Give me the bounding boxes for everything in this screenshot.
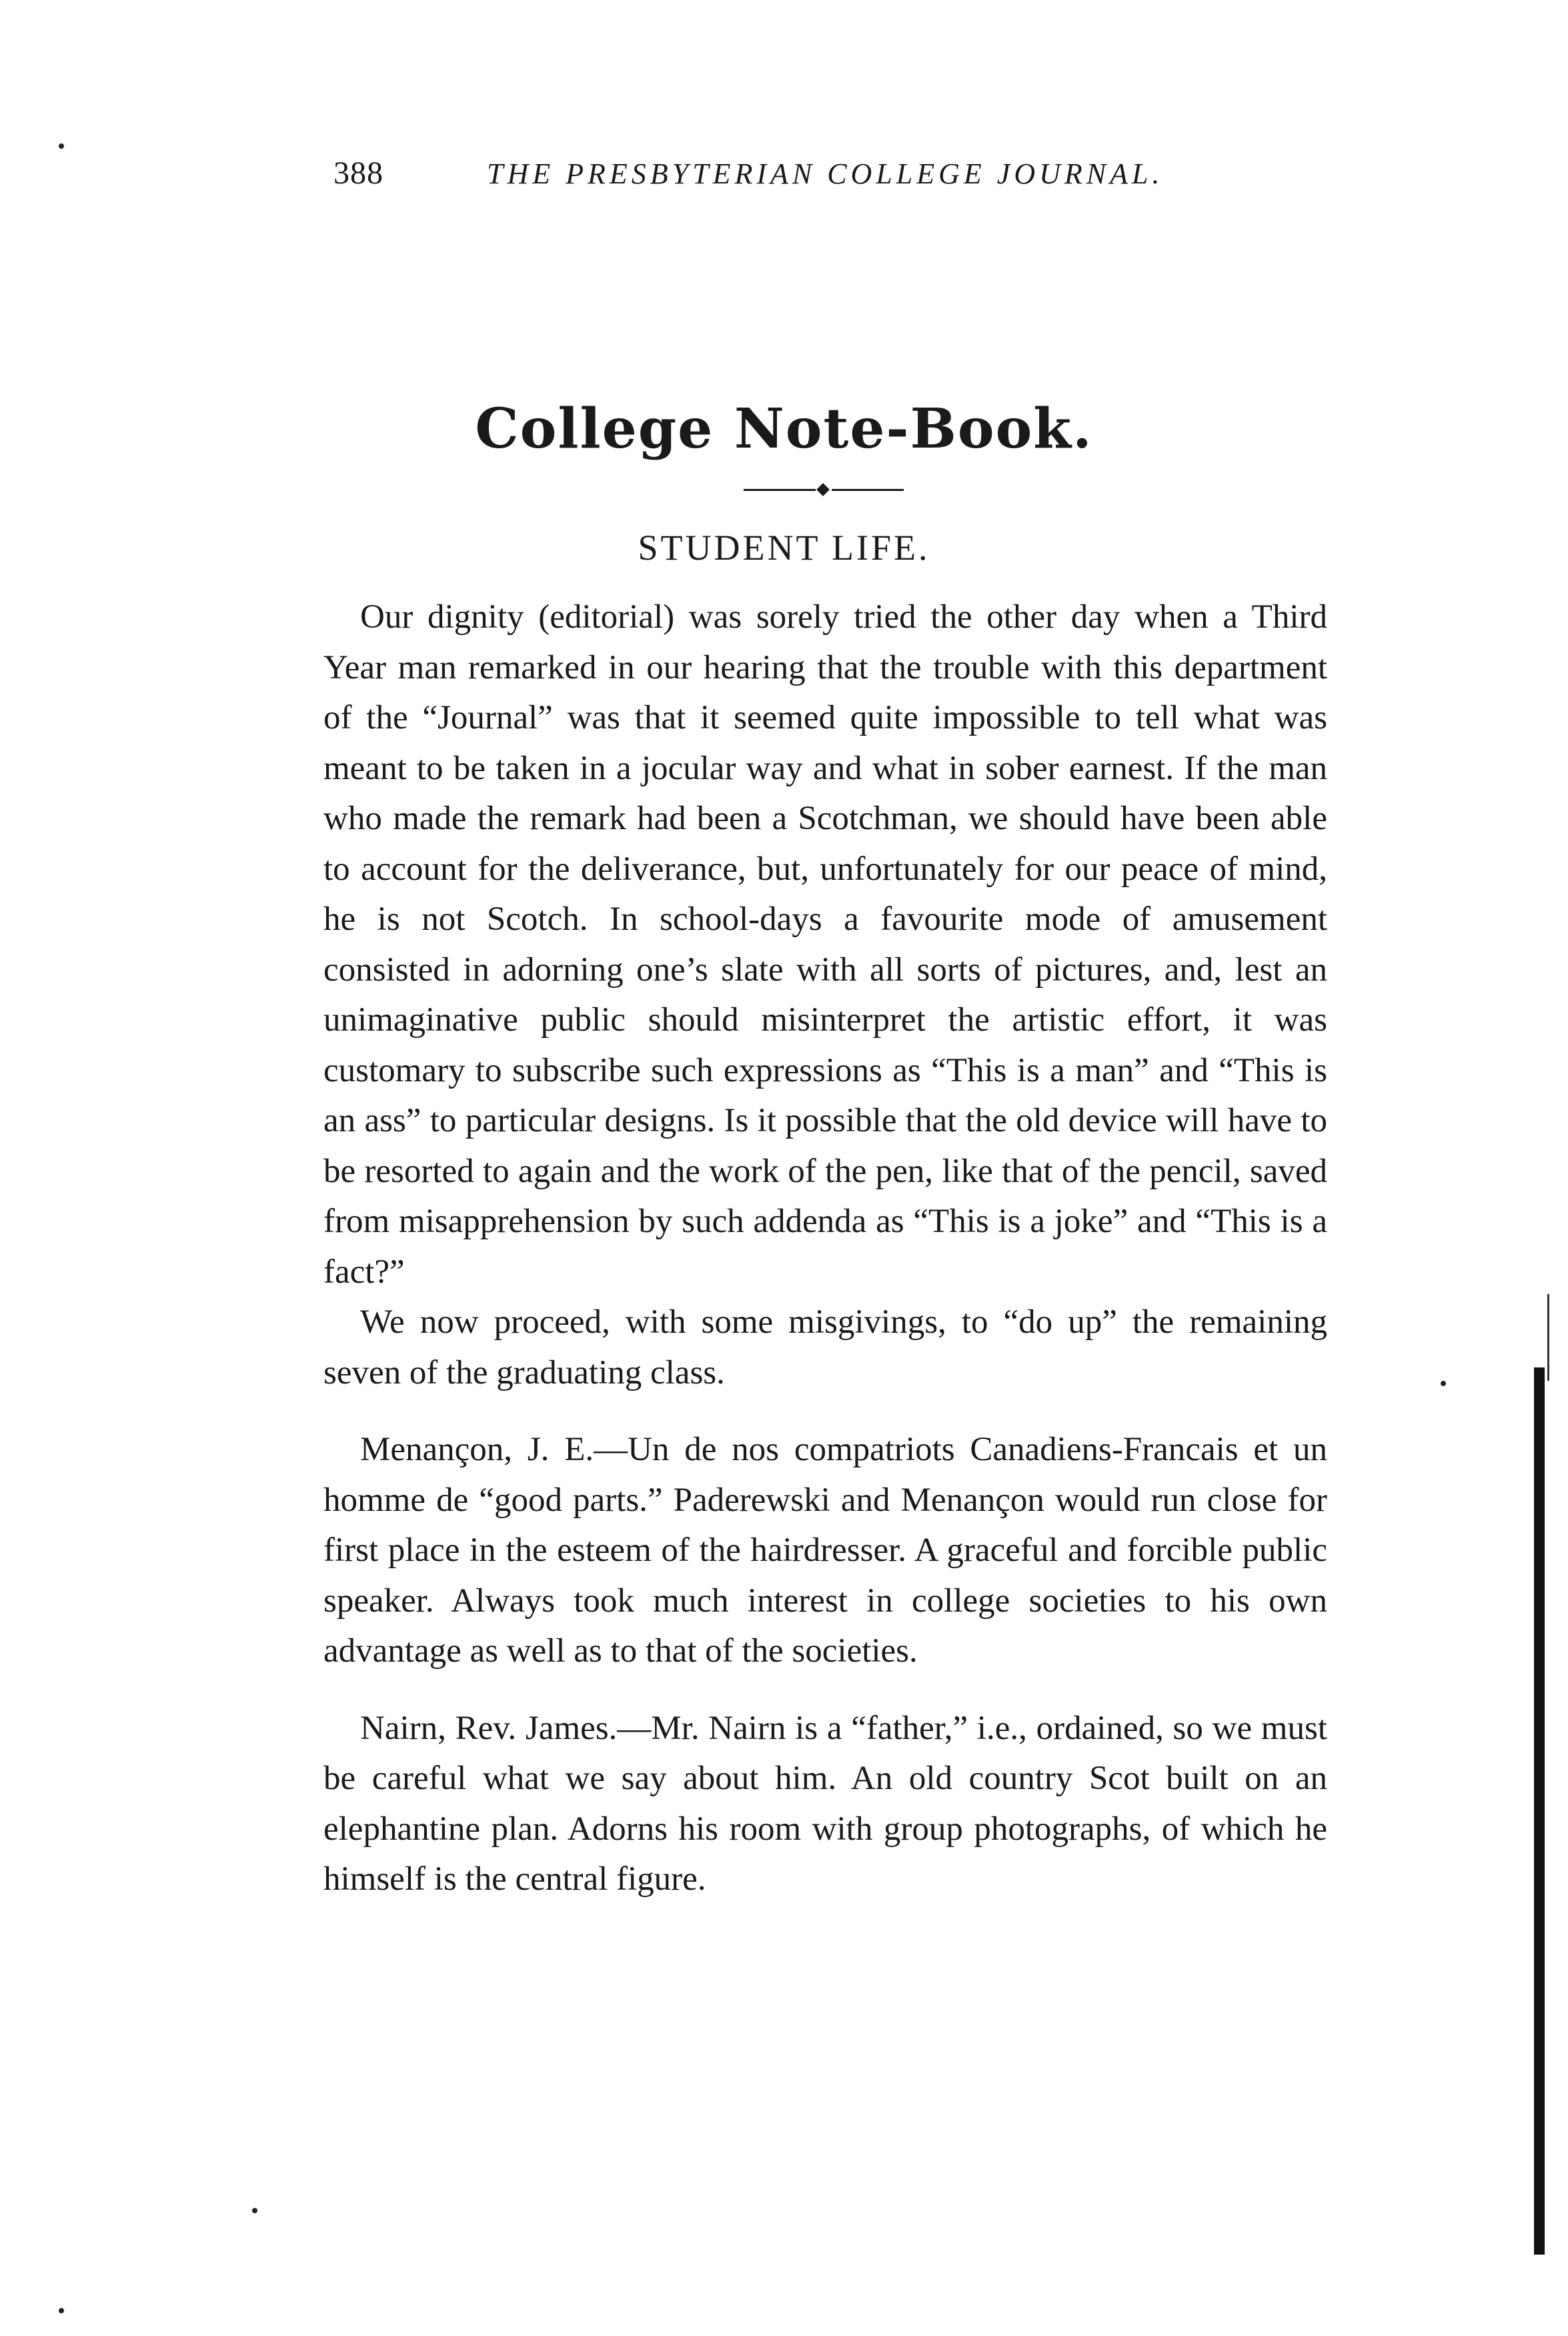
scan-edge-line bbox=[1547, 1294, 1549, 1381]
page-number: 388 bbox=[333, 155, 383, 191]
title-ornament-divider bbox=[744, 483, 904, 496]
running-header bbox=[333, 155, 1334, 201]
diamond-icon bbox=[816, 483, 830, 496]
paragraph-nairn: Nairn, Rev. James.—Mr. Nairn is a “father,” i.e., ordained, so we must be careful what we say about him. An old country Scot built on an elephantine plan. Adorns his room with group photographs, of which he himself is the central figure. bbox=[323, 1709, 1327, 1898]
scan-speck bbox=[59, 2308, 64, 2313]
paragraph-menancon: Menançon, J. E.—Un de nos compatriots Canadiens-Francais et un homme de “good parts.” Paderewski and Menançon would run close for first place in the esteem of the hairdresser. A graceful and forcible public speaker. Always took much interest in college societies to his own advantage as well as to that of the societies. bbox=[323, 1431, 1327, 1670]
paragraph-editorial: Our dignity (editorial) was sorely tried the other day when a Third Year man remarked in our hearing that the trouble with this department of the “Journal” was that it seemed quite impossible to tell what was meant to be taken in a jocular way and what in sober earnest. If the man who made the remark had been a Scotchman, we should have been able to account for the deliverance, but, unfortunately for our peace of mind, he is not Scotch. In school-days a favourite mode of amusement consisted in adorning one’s slate with all sorts of pictures, and, lest an unimaginative public should misinterpret the artistic effort, it was customary to subscribe such expressions as “This is a man” and “This is an ass” to particular designs. Is it possible that the old device will have to be resorted to again and the work of the pen, like that of the pencil, saved from misapprehension by such addenda as “This is a joke” and “This is a fact?” bbox=[323, 598, 1327, 1291]
paragraph-intro: We now proceed, with some misgivings, to “do up” the remaining seven of the graduating class. bbox=[323, 1303, 1327, 1391]
ornament-line-left bbox=[744, 489, 816, 491]
subheading: STUDENT LIFE. bbox=[638, 528, 930, 568]
scan-edge-bar bbox=[1534, 1367, 1545, 2255]
ornament-line-right bbox=[832, 489, 904, 491]
scan-speck bbox=[252, 2208, 257, 2213]
scan-speck bbox=[59, 143, 64, 149]
scan-speck bbox=[1441, 1381, 1446, 1386]
journal-title: THE PRESBYTERIAN COLLEGE JOURNAL. bbox=[487, 157, 1164, 190]
article-body bbox=[323, 592, 1327, 1905]
section-title: College Note-Book. bbox=[475, 397, 1093, 461]
